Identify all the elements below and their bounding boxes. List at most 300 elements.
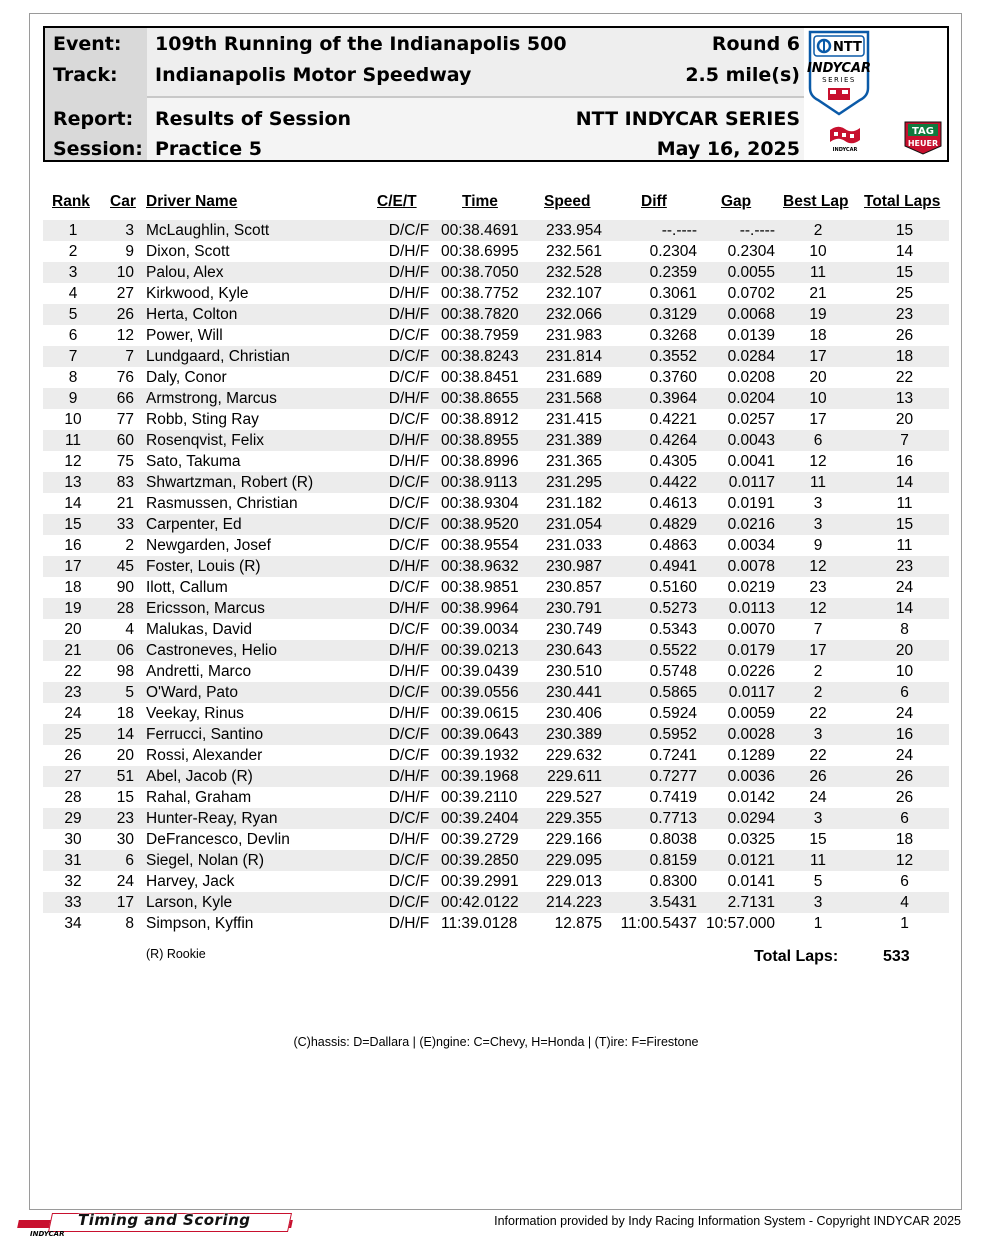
time-cell: 00:38.8655 <box>441 390 519 407</box>
table-row <box>43 388 949 409</box>
diff-cell: --.---- <box>661 222 697 239</box>
time-cell: 00:42.0122 <box>441 894 519 911</box>
driver-cell: Veekay, Rinus <box>146 705 244 722</box>
time-cell: 00:38.7050 <box>441 264 519 281</box>
session-date: May 16, 2025 <box>656 138 800 160</box>
cet-cell: D/H/F <box>388 432 430 449</box>
cet-cell: D/H/F <box>388 285 430 302</box>
best-lap-cell: 20 <box>809 369 827 386</box>
speed-cell: 229.611 <box>547 768 602 785</box>
driver-cell: Carpenter, Ed <box>146 516 242 533</box>
car-cell: 76 <box>116 369 134 386</box>
gap-cell: 10:57.000 <box>706 915 775 932</box>
time-cell: 00:38.8955 <box>441 432 519 449</box>
gap-cell: 0.0191 <box>727 495 775 512</box>
driver-cell: Rosenqvist, Felix <box>146 432 265 449</box>
best-lap-cell: 19 <box>809 306 827 323</box>
driver-cell: Shwartzman, Robert (R) <box>146 474 314 491</box>
cet-cell: D/H/F <box>388 768 430 785</box>
diff-cell: 0.4422 <box>649 474 697 491</box>
table-row <box>43 493 949 514</box>
car-cell: 17 <box>116 894 134 911</box>
cet-cell: D/C/F <box>388 852 430 869</box>
time-cell: 00:39.2110 <box>441 789 518 806</box>
time-cell: 00:39.2729 <box>441 831 519 848</box>
cet-cell: D/C/F <box>388 495 430 512</box>
best-lap-cell: 3 <box>813 894 823 911</box>
best-lap-cell: 9 <box>813 537 823 554</box>
table-row <box>43 724 949 745</box>
car-cell: 26 <box>116 306 134 323</box>
car-cell: 06 <box>116 642 134 659</box>
rank-cell: 5 <box>68 306 78 323</box>
speed-cell: 229.095 <box>545 852 602 869</box>
best-lap-cell: 22 <box>809 747 827 764</box>
total-laps-label: Total Laps: <box>754 948 839 965</box>
best-lap-cell: 17 <box>809 348 827 365</box>
gap-cell: --.---- <box>739 222 775 239</box>
best-lap-cell: 10 <box>809 243 827 260</box>
total-laps-cell: 16 <box>895 726 914 743</box>
car-cell: 9 <box>125 243 134 260</box>
gap-cell: 0.0117 <box>728 684 775 701</box>
total-laps-cell: 20 <box>895 642 914 659</box>
total-laps-cell: 14 <box>895 474 914 491</box>
rank-cell: 24 <box>64 705 82 722</box>
rank-cell: 16 <box>64 537 82 554</box>
total-laps-cell: 23 <box>895 558 914 575</box>
table-row <box>43 514 949 535</box>
rank-cell: 9 <box>68 390 78 407</box>
total-laps-cell: 26 <box>895 768 914 785</box>
col-car-header: Car <box>110 193 136 210</box>
cet-cell: D/C/F <box>388 873 430 890</box>
driver-cell: Malukas, David <box>146 621 252 638</box>
results-table <box>43 220 949 934</box>
table-row <box>43 472 949 493</box>
speed-cell: 232.066 <box>545 306 602 323</box>
diff-cell: 0.5748 <box>649 663 697 680</box>
time-cell: 00:39.2991 <box>441 873 519 890</box>
time-cell: 00:38.8451 <box>441 369 519 386</box>
speed-cell: 231.983 <box>545 327 602 344</box>
col-cet-header: C/E/T <box>377 193 417 210</box>
gap-cell: 0.0702 <box>727 285 775 302</box>
total-laps-cell: 13 <box>895 390 914 407</box>
cet-cell: D/C/F <box>388 621 430 638</box>
diff-cell: 0.3061 <box>649 285 697 302</box>
gap-cell: 0.0284 <box>727 348 775 365</box>
best-lap-cell: 10 <box>809 390 827 407</box>
time-cell: 00:38.9632 <box>441 558 519 575</box>
cet-cell: D/C/F <box>388 894 430 911</box>
speed-cell: 232.561 <box>545 243 602 260</box>
rank-cell: 11 <box>64 432 82 449</box>
cet-cell: D/C/F <box>388 579 430 596</box>
diff-cell: 0.4829 <box>649 516 697 533</box>
total-laps-cell: 15 <box>895 516 914 533</box>
driver-cell: Simpson, Kyffin <box>146 915 254 932</box>
cet-cell: D/C/F <box>388 411 430 428</box>
table-row <box>43 577 949 598</box>
table-row <box>43 871 949 892</box>
gap-cell: 0.0043 <box>727 432 775 449</box>
best-lap-cell: 3 <box>813 726 823 743</box>
cet-cell: D/C/F <box>388 348 430 365</box>
speed-cell: 230.441 <box>545 684 602 701</box>
gap-cell: 0.0036 <box>727 768 775 785</box>
gap-cell: 0.0078 <box>727 558 775 575</box>
driver-cell: Dixon, Scott <box>146 243 230 260</box>
diff-cell: 0.4941 <box>649 558 697 575</box>
col-speed-header: Speed <box>544 193 591 210</box>
total-laps-cell: 15 <box>895 222 914 239</box>
diff-cell: 0.5865 <box>649 684 697 701</box>
cet-cell: D/H/F <box>388 705 430 722</box>
gap-cell: 0.0055 <box>727 264 775 281</box>
table-row <box>43 325 949 346</box>
time-cell: 00:38.8243 <box>441 348 519 365</box>
best-lap-cell: 26 <box>809 768 827 785</box>
best-lap-cell: 6 <box>813 432 823 449</box>
speed-cell: 230.987 <box>545 558 602 575</box>
heuer-text: HEUER <box>907 139 939 148</box>
total-laps-cell: 24 <box>895 705 914 722</box>
best-lap-cell: 24 <box>809 789 827 806</box>
driver-cell: Sato, Takuma <box>146 453 241 470</box>
cet-cell: D/H/F <box>388 453 430 470</box>
table-row <box>43 640 949 661</box>
total-laps-cell: 14 <box>895 243 914 260</box>
gap-cell: 0.0139 <box>727 327 775 344</box>
gap-cell: 0.0121 <box>727 852 775 869</box>
car-cell: 24 <box>116 873 134 890</box>
speed-cell: 214.223 <box>545 894 602 911</box>
cet-legend: (C)hassis: D=Dallara | (E)ngine: C=Chevy, H=Honda | (T)ire: F=Firestone <box>293 1035 699 1049</box>
diff-cell: 0.2304 <box>649 243 697 260</box>
diff-cell: 0.5924 <box>649 705 697 722</box>
table-row <box>43 787 949 808</box>
total-laps-cell: 8 <box>900 621 909 638</box>
gap-cell: 0.0041 <box>727 453 775 470</box>
rank-cell: 23 <box>64 684 82 701</box>
rank-cell: 2 <box>68 243 78 260</box>
total-laps-cell: 23 <box>895 306 914 323</box>
driver-cell: Lundgaard, Christian <box>146 348 290 365</box>
gap-cell: 0.0034 <box>727 537 775 554</box>
gap-cell: 0.0068 <box>727 306 775 323</box>
logo-indycar-text: INDYCAR <box>806 61 872 76</box>
total-laps-cell: 6 <box>900 873 909 890</box>
cet-cell: D/H/F <box>388 306 430 323</box>
best-lap-cell: 11 <box>809 474 827 491</box>
driver-cell: Robb, Sting Ray <box>146 411 259 428</box>
diff-cell: 3.5431 <box>649 894 697 911</box>
diff-cell: 0.8300 <box>649 873 697 890</box>
speed-cell: 231.568 <box>545 390 602 407</box>
event-label: Event: <box>53 33 122 55</box>
table-row <box>43 409 949 430</box>
flag-logo-text: INDYCAR <box>832 147 858 152</box>
car-cell: 12 <box>116 327 134 344</box>
speed-cell: 229.013 <box>545 873 602 890</box>
driver-cell: Power, Will <box>146 327 223 344</box>
driver-cell: Andretti, Marco <box>146 663 252 680</box>
speed-cell: 231.033 <box>545 537 602 554</box>
total-laps-cell: 16 <box>895 453 914 470</box>
indycar-flag-logo <box>828 124 862 152</box>
diff-cell: 0.4613 <box>649 495 697 512</box>
rank-cell: 21 <box>64 642 82 659</box>
rank-cell: 28 <box>64 789 82 806</box>
gap-cell: 0.0219 <box>727 579 775 596</box>
driver-cell: Daly, Conor <box>146 369 227 386</box>
track-label: Track: <box>53 64 118 86</box>
rank-cell: 17 <box>64 558 82 575</box>
speed-cell: 230.791 <box>545 600 602 617</box>
speed-cell: 230.406 <box>545 705 602 722</box>
ntt-indycar-logo <box>804 30 874 116</box>
best-lap-cell: 3 <box>813 810 823 827</box>
cet-cell: D/C/F <box>388 369 430 386</box>
driver-cell: McLaughlin, Scott <box>146 222 270 239</box>
table-row <box>43 598 949 619</box>
table-row <box>43 535 949 556</box>
best-lap-cell: 7 <box>813 621 823 638</box>
session-value: Practice 5 <box>155 138 262 160</box>
driver-cell: Ilott, Callum <box>146 579 228 596</box>
diff-cell: 0.5952 <box>649 726 697 743</box>
car-cell: 23 <box>116 810 134 827</box>
driver-cell: Rossi, Alexander <box>146 747 263 764</box>
rookie-note: (R) Rookie <box>146 947 206 961</box>
cet-cell: D/H/F <box>388 789 430 806</box>
driver-cell: Newgarden, Josef <box>146 537 271 554</box>
gap-cell: 0.0325 <box>727 831 775 848</box>
diff-cell: 0.7241 <box>649 747 697 764</box>
time-cell: 00:39.1932 <box>441 747 519 764</box>
best-lap-cell: 12 <box>809 558 827 575</box>
total-laps-cell: 26 <box>895 327 914 344</box>
car-cell: 8 <box>125 915 134 932</box>
table-row <box>43 766 949 787</box>
logo-series-text: SERIES <box>822 76 856 84</box>
round-label: Round 6 <box>711 33 800 55</box>
rank-cell: 29 <box>64 810 82 827</box>
rank-cell: 18 <box>64 579 82 596</box>
gap-cell: 0.1289 <box>727 747 775 764</box>
gap-cell: 0.2304 <box>727 243 775 260</box>
col-best-lap-header: Best Lap <box>783 193 849 210</box>
table-row <box>43 808 949 829</box>
gap-cell: 0.0141 <box>727 873 775 890</box>
total-laps-cell: 18 <box>895 348 914 365</box>
table-row <box>43 661 949 682</box>
total-laps-value: 533 <box>883 948 910 965</box>
car-cell: 60 <box>116 432 134 449</box>
speed-cell: 231.389 <box>545 432 602 449</box>
cet-cell: D/C/F <box>388 810 430 827</box>
driver-cell: DeFrancesco, Devlin <box>146 831 290 848</box>
cet-cell: D/H/F <box>388 390 430 407</box>
time-cell: 00:38.4691 <box>441 222 519 239</box>
diff-cell: 0.2359 <box>649 264 697 281</box>
driver-cell: Harvey, Jack <box>146 873 235 890</box>
total-laps-cell: 10 <box>895 663 914 680</box>
time-cell: 11:39.0128 <box>441 915 518 932</box>
speed-cell: 231.689 <box>545 369 602 386</box>
best-lap-cell: 3 <box>813 495 823 512</box>
speed-cell: 233.954 <box>545 222 602 239</box>
car-cell: 98 <box>116 663 134 680</box>
diff-cell: 0.3268 <box>649 327 697 344</box>
report-label: Report: <box>53 108 134 130</box>
driver-cell: Herta, Colton <box>146 306 238 323</box>
rank-cell: 22 <box>64 663 82 680</box>
rank-cell: 19 <box>64 600 82 617</box>
driver-cell: Armstrong, Marcus <box>146 390 277 407</box>
gap-cell: 0.0294 <box>727 810 775 827</box>
track-length: 2.5 mile(s) <box>685 64 800 86</box>
rank-cell: 1 <box>68 222 78 239</box>
cet-cell: D/H/F <box>388 243 430 260</box>
cet-cell: D/H/F <box>388 558 430 575</box>
time-cell: 00:38.9520 <box>441 516 519 533</box>
time-cell: 00:39.0213 <box>441 642 519 659</box>
total-laps-cell: 4 <box>900 894 909 911</box>
total-laps-cell: 20 <box>895 411 914 428</box>
gap-cell: 0.0208 <box>727 369 775 386</box>
driver-cell: Kirkwood, Kyle <box>146 285 249 302</box>
diff-cell: 0.4221 <box>649 411 697 428</box>
cet-cell: D/C/F <box>388 537 430 554</box>
diff-cell: 0.5343 <box>649 621 697 638</box>
rank-cell: 8 <box>68 369 78 386</box>
best-lap-cell: 11 <box>809 852 827 869</box>
gap-cell: 0.0179 <box>727 642 775 659</box>
gap-cell: 2.7131 <box>727 894 775 911</box>
rank-cell: 30 <box>64 831 82 848</box>
rank-cell: 10 <box>64 411 82 428</box>
tag-text: TAG <box>912 126 934 137</box>
speed-cell: 12.875 <box>554 915 602 932</box>
best-lap-cell: 21 <box>809 285 827 302</box>
logo-ntt-text: NTT <box>833 40 862 55</box>
diff-cell: 0.3129 <box>649 306 697 323</box>
car-cell: 18 <box>116 705 134 722</box>
diff-cell: 0.4305 <box>649 453 697 470</box>
driver-cell: Rasmussen, Christian <box>146 495 298 512</box>
gap-cell: 0.0204 <box>727 390 775 407</box>
speed-cell: 231.295 <box>545 474 602 491</box>
tag-heuer-logo <box>902 120 944 156</box>
driver-cell: O'Ward, Pato <box>146 684 238 701</box>
car-cell: 14 <box>116 726 134 743</box>
driver-cell: Ferrucci, Santino <box>146 726 264 743</box>
rank-cell: 6 <box>68 327 78 344</box>
cet-cell: D/H/F <box>388 642 430 659</box>
best-lap-cell: 1 <box>813 915 823 932</box>
car-cell: 51 <box>116 768 134 785</box>
car-cell: 21 <box>116 495 134 512</box>
footer-info: Information provided by Indy Racing Information System - Copyright INDYCAR 2025 <box>494 1214 961 1228</box>
gap-cell: 0.0142 <box>727 789 775 806</box>
rank-cell: 14 <box>64 495 82 512</box>
total-laps-cell: 11 <box>896 537 913 554</box>
car-cell: 66 <box>116 390 134 407</box>
total-laps-cell: 24 <box>895 747 914 764</box>
cet-cell: D/C/F <box>388 474 430 491</box>
table-row <box>43 682 949 703</box>
time-cell: 00:39.1968 <box>441 768 519 785</box>
car-cell: 90 <box>116 579 134 596</box>
rank-cell: 3 <box>68 264 78 281</box>
cet-cell: D/C/F <box>388 222 430 239</box>
total-laps-cell: 11 <box>896 495 913 512</box>
best-lap-cell: 17 <box>809 642 827 659</box>
car-cell: 4 <box>125 621 134 638</box>
speed-cell: 229.527 <box>545 789 602 806</box>
driver-cell: Castroneves, Helio <box>146 642 277 659</box>
best-lap-cell: 2 <box>813 222 823 239</box>
cet-cell: D/C/F <box>388 726 430 743</box>
best-lap-cell: 12 <box>809 600 827 617</box>
total-laps-cell: 6 <box>900 810 909 827</box>
table-row <box>43 703 949 724</box>
total-laps-cell: 22 <box>895 369 914 386</box>
table-row <box>43 220 949 241</box>
rank-cell: 4 <box>68 285 78 302</box>
rank-cell: 34 <box>64 915 82 932</box>
rank-cell: 32 <box>64 873 82 890</box>
table-row <box>43 262 949 283</box>
driver-cell: Larson, Kyle <box>146 894 233 911</box>
speed-cell: 231.365 <box>545 453 602 470</box>
table-row <box>43 304 949 325</box>
time-cell: 00:39.0615 <box>441 705 519 722</box>
time-cell: 00:38.7752 <box>441 285 519 302</box>
speed-cell: 230.389 <box>545 726 602 743</box>
time-cell: 00:38.7959 <box>441 327 519 344</box>
best-lap-cell: 11 <box>809 264 827 281</box>
best-lap-cell: 17 <box>809 411 827 428</box>
speed-cell: 231.182 <box>545 495 602 512</box>
best-lap-cell: 22 <box>809 705 827 722</box>
total-laps-cell: 7 <box>900 432 909 449</box>
diff-cell: 0.4264 <box>649 432 697 449</box>
total-laps-cell: 25 <box>895 285 914 302</box>
diff-cell: 0.3760 <box>649 369 697 386</box>
driver-cell: Siegel, Nolan (R) <box>146 852 265 869</box>
best-lap-cell: 23 <box>809 579 827 596</box>
total-laps-cell: 18 <box>895 831 914 848</box>
time-cell: 00:39.0643 <box>441 726 519 743</box>
car-cell: 10 <box>116 264 134 281</box>
report-value: Results of Session <box>155 108 352 130</box>
time-cell: 00:39.2404 <box>441 810 519 827</box>
cet-cell: D/H/F <box>388 831 430 848</box>
table-row <box>43 913 949 934</box>
time-cell: 00:38.8912 <box>441 411 519 428</box>
gap-cell: 0.0226 <box>727 663 775 680</box>
rank-cell: 15 <box>64 516 82 533</box>
table-row <box>43 346 949 367</box>
car-cell: 83 <box>116 474 134 491</box>
rank-cell: 26 <box>64 747 82 764</box>
total-laps-cell: 6 <box>900 684 909 701</box>
speed-cell: 230.643 <box>545 642 602 659</box>
series-name: NTT INDYCAR SERIES <box>575 108 800 130</box>
